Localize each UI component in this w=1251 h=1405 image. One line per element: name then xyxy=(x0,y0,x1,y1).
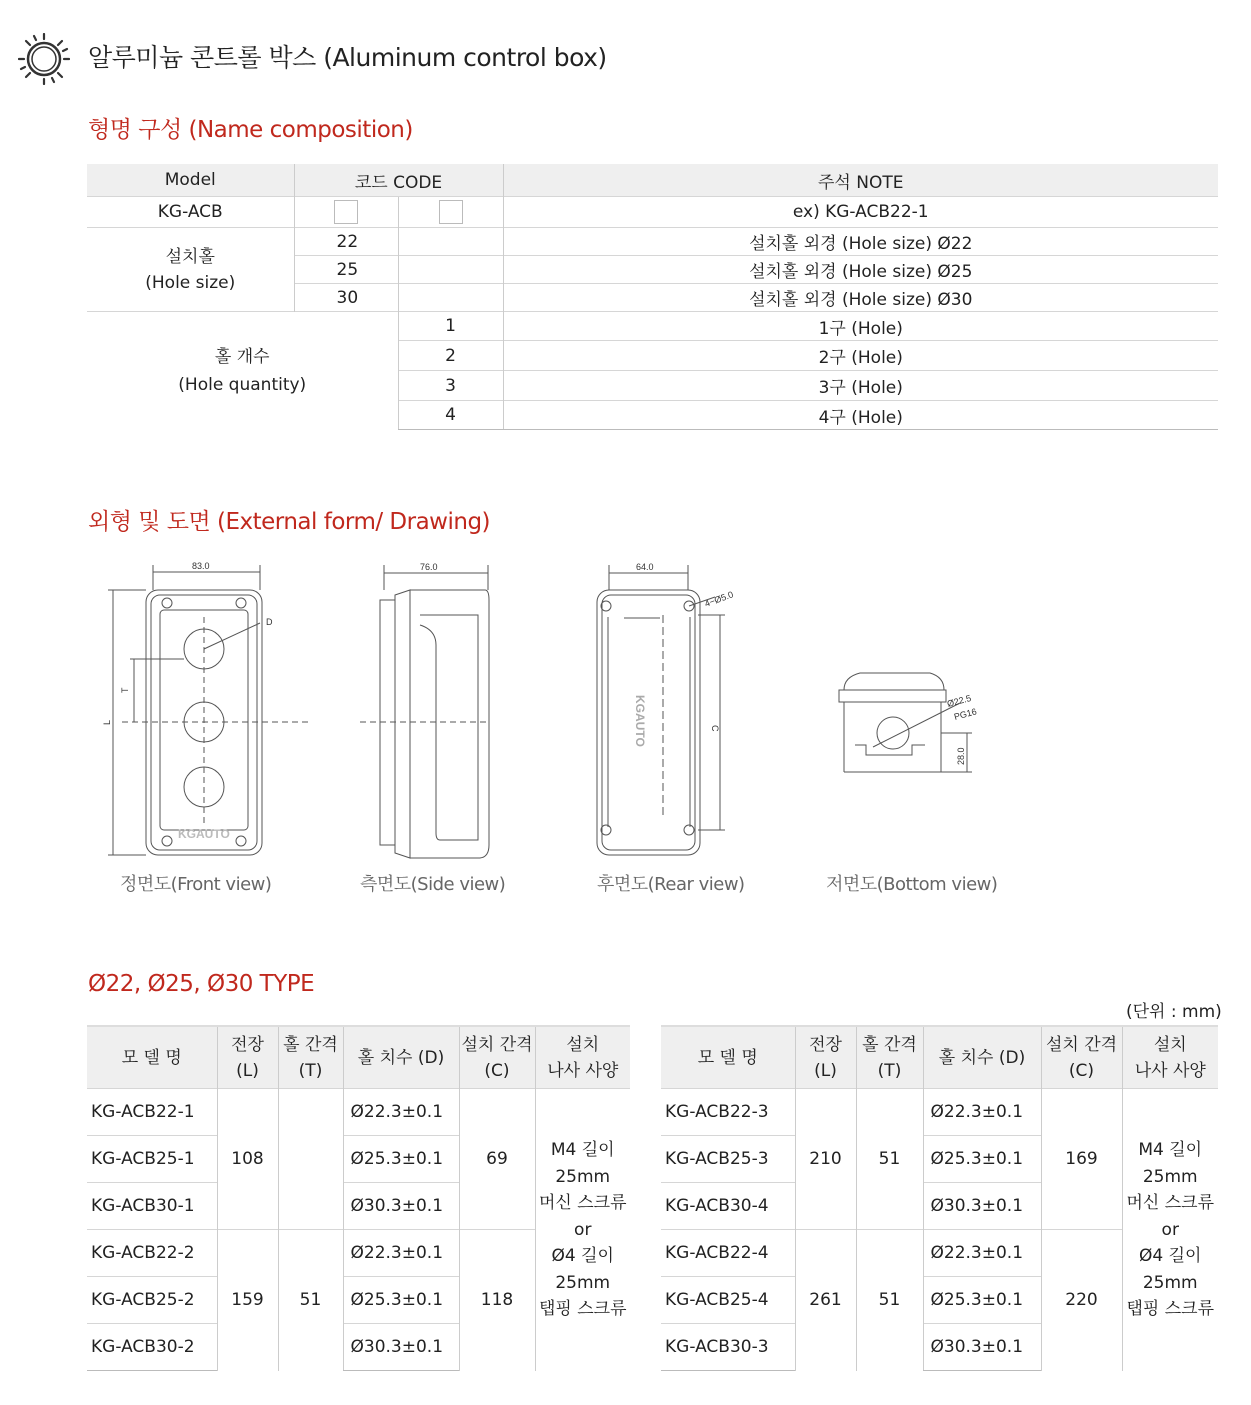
hole-dim-cell: Ø22.3±0.1 xyxy=(923,1089,1041,1136)
note-cell: 3구 (Hole) xyxy=(503,371,1218,401)
header-mount-2: (C) xyxy=(1068,1060,1095,1081)
empty-cell xyxy=(398,284,503,312)
screw-line: 탭핑 스크류 xyxy=(1126,1299,1214,1319)
bottom-height-label: 28.0 xyxy=(956,747,966,765)
header-model: 모 델 명 xyxy=(87,1026,217,1089)
screw-line: M4 길이 xyxy=(1138,1140,1203,1160)
caption-side-view: 측면도(Side view) xyxy=(360,874,506,895)
header-screw-1: 설치 xyxy=(566,1034,600,1055)
t-label: T xyxy=(120,687,130,693)
model-cell: KG-ACB22-4 xyxy=(661,1230,795,1277)
hole-size-label-ko: 설치홀 xyxy=(165,246,215,267)
header-pitch-1: 홀 간격 xyxy=(283,1034,338,1055)
rear-brand-label: KGAUTO xyxy=(633,695,647,747)
spec-table-right xyxy=(661,1025,1218,1371)
length-cell: 159 xyxy=(217,1230,278,1371)
sun-logo-icon xyxy=(18,33,70,85)
page-title: 알루미늄 콘트롤 박스 (Aluminum control box) xyxy=(88,43,607,72)
hole-size-label-en: (Hole size) xyxy=(145,272,236,293)
header-hole-dim: 홀 치수 (D) xyxy=(343,1026,459,1089)
pitch-cell: 51 xyxy=(278,1230,343,1371)
table-header-row xyxy=(87,1026,630,1089)
hole-dim-cell: Ø25.3±0.1 xyxy=(923,1136,1041,1183)
model-cell: KG-ACB25-3 xyxy=(661,1136,795,1183)
header-pitch-2: (T) xyxy=(877,1060,902,1081)
rear-width-label: 64.0 xyxy=(636,562,654,572)
note-cell: 4구 (Hole) xyxy=(503,401,1218,430)
code-slot-2 xyxy=(398,197,503,228)
header-length-1: 전장 xyxy=(809,1034,842,1055)
unit-label: (단위 : mm) xyxy=(1126,1002,1222,1022)
table-header-row xyxy=(661,1026,1218,1089)
note-cell: 1구 (Hole) xyxy=(503,312,1218,341)
hole-dim-cell: Ø25.3±0.1 xyxy=(923,1277,1041,1324)
hole-quantity-label xyxy=(87,312,398,430)
model-cell: KG-ACB30-1 xyxy=(87,1183,217,1230)
model-cell: KG-ACB30-3 xyxy=(661,1324,795,1371)
screw-line: 머신 스크류 xyxy=(1126,1193,1214,1213)
code-cell: 2 xyxy=(398,341,503,371)
header-screw-1: 설치 xyxy=(1153,1034,1187,1055)
type-title: Ø22, Ø25, Ø30 TYPE xyxy=(88,971,315,997)
front-view-drawing xyxy=(108,565,310,855)
name-composition-title: 형명 구성 (Name composition) xyxy=(88,117,413,143)
header-pitch xyxy=(278,1026,343,1089)
table-row xyxy=(87,228,1218,256)
side-view-drawing xyxy=(360,565,490,858)
pitch-cell: 51 xyxy=(856,1089,923,1230)
model-cell: KG-ACB22-2 xyxy=(87,1230,217,1277)
code-cell: 1 xyxy=(398,312,503,341)
table-row xyxy=(87,197,1218,228)
screw-line: or xyxy=(574,1219,592,1240)
note-cell: 설치홀 외경 (Hole size) Ø22 xyxy=(503,228,1218,256)
header-screw xyxy=(1122,1026,1218,1089)
hole-dim-cell: Ø25.3±0.1 xyxy=(343,1277,459,1324)
model-cell: KG-ACB30-4 xyxy=(661,1183,795,1230)
header-pitch-1: 홀 간격 xyxy=(862,1034,917,1055)
model-cell: KG-ACB30-2 xyxy=(87,1324,217,1371)
pitch-cell xyxy=(278,1089,343,1230)
header-length-2: (L) xyxy=(236,1060,259,1081)
header-pitch-2: (T) xyxy=(298,1060,323,1081)
c-label: C xyxy=(710,725,720,732)
header-hole-dim: 홀 치수 (D) xyxy=(923,1026,1041,1089)
hole-dim-cell: Ø22.3±0.1 xyxy=(343,1230,459,1277)
header-mount-2: (C) xyxy=(484,1060,510,1081)
pitch-cell: 51 xyxy=(856,1230,923,1371)
table-row xyxy=(87,312,1218,341)
bottom-pg-label: PG16 xyxy=(952,706,978,722)
l-label: L xyxy=(102,719,112,725)
header-screw-2: 나사 사양 xyxy=(1134,1060,1206,1081)
header-note: 주석 NOTE xyxy=(503,164,1218,197)
hole-dim-cell: Ø30.3±0.1 xyxy=(343,1183,459,1230)
empty-cell xyxy=(398,228,503,256)
code-cell: 30 xyxy=(294,284,398,312)
note-cell: 설치홀 외경 (Hole size) Ø25 xyxy=(503,256,1218,284)
code-box xyxy=(334,200,358,224)
hole-size-label xyxy=(87,228,294,312)
code-slot-1 xyxy=(294,197,398,228)
code-cell: 25 xyxy=(294,256,398,284)
code-cell: 22 xyxy=(294,228,398,256)
caption-front-view: 정면도(Front view) xyxy=(120,874,272,895)
code-box xyxy=(439,200,463,224)
code-cell: 4 xyxy=(398,401,503,430)
header-length xyxy=(217,1026,278,1089)
empty-cell xyxy=(398,256,503,284)
name-composition-table xyxy=(87,164,1218,430)
note-cell: ex) KG-ACB22-1 xyxy=(503,197,1218,228)
screw-line: Ø4 길이 xyxy=(1139,1246,1202,1266)
header-pitch xyxy=(856,1026,923,1089)
screw-line: 머신 스크류 xyxy=(538,1193,627,1213)
header-mount xyxy=(459,1026,535,1089)
screw-line: or xyxy=(1161,1219,1179,1240)
note-cell: 설치홀 외경 (Hole size) Ø30 xyxy=(503,284,1218,312)
screw-line: 25mm xyxy=(1142,1166,1198,1187)
note-cell: 2구 (Hole) xyxy=(503,341,1218,371)
length-cell: 261 xyxy=(795,1230,856,1371)
screw-line: 탭핑 스크류 xyxy=(538,1299,627,1319)
model-cell: KG-ACB22-3 xyxy=(661,1089,795,1136)
header-mount-1: 설치 간격 xyxy=(1045,1034,1118,1055)
hole-dim-cell: Ø22.3±0.1 xyxy=(343,1089,459,1136)
table-row xyxy=(661,1089,1218,1136)
header-screw-2: 나사 사양 xyxy=(547,1060,619,1081)
bottom-dia-label: Ø22.5 xyxy=(945,692,973,709)
header-length-2: (L) xyxy=(814,1060,837,1081)
front-width-label: 83.0 xyxy=(192,561,210,571)
drawing-title: 외형 및 도면 (External form/ Drawing) xyxy=(88,509,491,535)
mount-cell: 220 xyxy=(1041,1230,1122,1371)
table-row xyxy=(87,1089,630,1136)
header-screw xyxy=(535,1026,630,1089)
header-mount-1: 설치 간격 xyxy=(461,1034,533,1055)
mount-cell: 118 xyxy=(459,1230,535,1371)
caption-bottom-view: 저면도(Bottom view) xyxy=(826,874,998,895)
hole-quantity-label-ko: 홀 개수 xyxy=(214,346,270,367)
hole-dim-cell: Ø22.3±0.1 xyxy=(923,1230,1041,1277)
bottom-view-drawing xyxy=(839,673,972,772)
header-mount xyxy=(1041,1026,1122,1089)
side-width-label: 76.0 xyxy=(420,562,438,572)
spec-table-left xyxy=(87,1025,630,1371)
model-cell: KG-ACB22-1 xyxy=(87,1089,217,1136)
header-length-1: 전장 xyxy=(231,1034,264,1055)
header-model: Model xyxy=(87,164,294,197)
hole-dim-cell: Ø25.3±0.1 xyxy=(343,1136,459,1183)
screw-spec-cell xyxy=(535,1089,630,1371)
mount-cell: 69 xyxy=(459,1089,535,1230)
header-model: 모 델 명 xyxy=(661,1026,795,1089)
screw-spec-cell xyxy=(1122,1089,1218,1371)
header-length xyxy=(795,1026,856,1089)
hole-dim-cell: Ø30.3±0.1 xyxy=(923,1324,1041,1371)
code-cell: 3 xyxy=(398,371,503,401)
length-cell: 108 xyxy=(217,1089,278,1230)
hole-dim-cell: Ø30.3±0.1 xyxy=(923,1183,1041,1230)
length-cell: 210 xyxy=(795,1089,856,1230)
mount-cell: 169 xyxy=(1041,1089,1122,1230)
hole-dim-cell: Ø30.3±0.1 xyxy=(343,1324,459,1371)
technical-drawing xyxy=(0,555,1251,875)
model-cell: KG-ACB25-2 xyxy=(87,1277,217,1324)
screw-line: Ø4 길이 xyxy=(551,1246,614,1266)
screw-line: M4 길이 xyxy=(550,1140,615,1160)
table-header-row xyxy=(87,164,1218,197)
header-code: 코드 CODE xyxy=(294,164,503,197)
model-cell: KG-ACB25-4 xyxy=(661,1277,795,1324)
front-brand-label: KGAUTO xyxy=(178,827,230,841)
screw-line: 25mm xyxy=(555,1272,611,1293)
d-label: D xyxy=(266,617,273,627)
rear-holes-label: 4−Ø5.0 xyxy=(703,589,735,609)
screw-line: 25mm xyxy=(1142,1272,1198,1293)
hole-quantity-label-en: (Hole quantity) xyxy=(178,374,307,395)
screw-line: 25mm xyxy=(555,1166,611,1187)
caption-rear-view: 후면도(Rear view) xyxy=(597,874,745,895)
model-cell: KG-ACB xyxy=(87,197,294,228)
model-cell: KG-ACB25-1 xyxy=(87,1136,217,1183)
